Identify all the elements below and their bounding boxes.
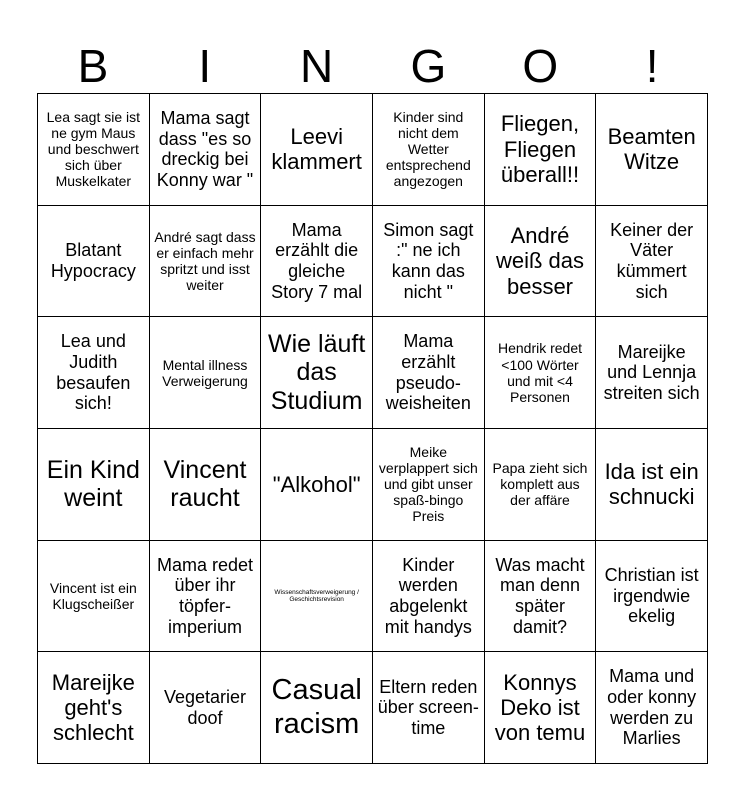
bingo-cell-text: Mama erzählt pseudo-weisheiten <box>385 331 471 414</box>
bingo-cell-text: Eltern reden über screen-time <box>377 676 479 738</box>
bingo-cell-text: Leevi klammert <box>271 124 362 175</box>
bingo-cell[interactable] <box>150 652 262 764</box>
bingo-cell-text: Mental illness Verweigerung <box>162 356 248 389</box>
bingo-cell[interactable] <box>596 541 708 653</box>
bingo-cell[interactable] <box>373 541 485 653</box>
bingo-cell-text: Lea und Judith besaufen sich! <box>56 331 131 414</box>
bingo-cell-text: Kinder sind nicht dem Wetter entsprechend angezogen <box>385 109 471 190</box>
bingo-cell[interactable] <box>596 429 708 541</box>
bingo-cell[interactable] <box>38 652 150 764</box>
bingo-cell-text: Mama erzählt die gleiche Story 7 mal <box>271 219 363 302</box>
bingo-cell[interactable] <box>373 652 485 764</box>
bingo-cell[interactable] <box>596 317 708 429</box>
bingo-cell[interactable] <box>38 541 150 653</box>
bingo-cell-text: Lea sagt sie ist ne gym Maus und beschwert sich über Muskelkater <box>46 109 141 190</box>
title-letter: I <box>198 40 212 92</box>
bingo-cell-text: Beamten Witze <box>607 124 696 175</box>
bingo-cell-text: Hendrik redet <100 Wörter und mit <4 Personen <box>497 340 583 405</box>
bingo-cell[interactable] <box>150 541 262 653</box>
bingo-cell[interactable] <box>373 429 485 541</box>
bingo-cell-text: Simon sagt :" ne ich kann das nicht " <box>383 219 474 302</box>
bingo-cell-text: Meike verplappert sich und gibt unser spaß-bingo Preis <box>378 444 478 525</box>
bingo-cell[interactable] <box>261 652 373 764</box>
bingo-cell-text: Ein Kind weint <box>46 455 140 513</box>
bingo-cell[interactable] <box>373 206 485 318</box>
bingo-cell-text: Mama sagt dass "es so dreckig bei Konny war " <box>156 107 254 191</box>
bingo-cell[interactable] <box>261 206 373 318</box>
bingo-cell[interactable] <box>485 94 597 206</box>
bingo-cell-text: Blatant Hypocracy <box>50 240 136 281</box>
bingo-cell[interactable] <box>596 652 708 764</box>
bingo-title <box>37 38 708 94</box>
bingo-cell[interactable] <box>261 541 373 653</box>
bingo-cell[interactable] <box>261 317 373 429</box>
bingo-cell[interactable] <box>485 429 597 541</box>
bingo-cell[interactable] <box>485 652 597 764</box>
bingo-cell[interactable] <box>485 206 597 318</box>
bingo-cell[interactable] <box>150 429 262 541</box>
bingo-cell[interactable] <box>596 206 708 318</box>
bingo-cell-text: Mama und oder konny werden zu Marlies <box>607 666 697 749</box>
bingo-cell[interactable] <box>373 94 485 206</box>
title-letter: ! <box>645 40 659 92</box>
bingo-cell-text: Fliegen, Fliegen überall!! <box>500 111 580 187</box>
bingo-cell[interactable] <box>373 317 485 429</box>
bingo-cell-text: André weiß das besser <box>495 223 585 299</box>
title-letter: N <box>299 40 334 92</box>
bingo-cell-text: Papa zieht sich komplett aus der affäre <box>492 460 588 509</box>
bingo-cell-text: Mareijke und Lennja streiten sich <box>603 341 700 403</box>
bingo-cell[interactable] <box>485 541 597 653</box>
title-letter: O <box>522 40 559 92</box>
bingo-cell[interactable] <box>596 94 708 206</box>
bingo-cell[interactable] <box>150 317 262 429</box>
bingo-cell-text: Wie läuft das Studium <box>268 329 366 416</box>
bingo-cell-text: Keiner der Väter kümmert sich <box>610 219 694 302</box>
bingo-cell-text: André sagt dass er einfach mehr spritzt und isst weiter <box>154 228 256 294</box>
bingo-cell[interactable] <box>261 94 373 206</box>
bingo-board <box>37 93 708 764</box>
bingo-cell[interactable] <box>150 206 262 318</box>
title-letter: B <box>77 40 109 92</box>
bingo-cell-text: Konnys Deko ist von temu <box>494 669 586 746</box>
bingo-cell-text: Casual racism <box>271 674 362 740</box>
bingo-cell-text: "Alkohol" <box>272 471 361 497</box>
bingo-cell-text: Vegetarier doof <box>163 686 247 728</box>
bingo-cell-text: Mareijke geht's schlecht <box>51 669 135 746</box>
bingo-cell-text: Christian ist irgendwie ekelig <box>604 564 699 627</box>
bingo-cell-text: Mama redet über ihr töpfer-imperium <box>156 554 254 637</box>
bingo-cell-text: Kinder werden abgelenkt mit handys <box>384 554 472 637</box>
bingo-cell[interactable] <box>38 429 150 541</box>
bingo-cell[interactable] <box>261 429 373 541</box>
bingo-cell[interactable] <box>38 317 150 429</box>
bingo-cell-text: Was macht man denn später damit? <box>495 554 585 637</box>
bingo-cell-text: Vincent ist ein Klugscheißer <box>49 579 137 612</box>
bingo-cell-text: Vincent raucht <box>163 455 247 513</box>
title-letter: G <box>410 40 447 92</box>
bingo-cell-text: Wissenschaftsverweigerung / Geschichtsrevision <box>274 588 359 603</box>
bingo-cell-text: Ida ist ein schnucki <box>604 459 699 510</box>
bingo-cell[interactable] <box>150 94 262 206</box>
bingo-cell[interactable] <box>485 317 597 429</box>
bingo-cell[interactable] <box>38 94 150 206</box>
bingo-cell[interactable] <box>38 206 150 318</box>
